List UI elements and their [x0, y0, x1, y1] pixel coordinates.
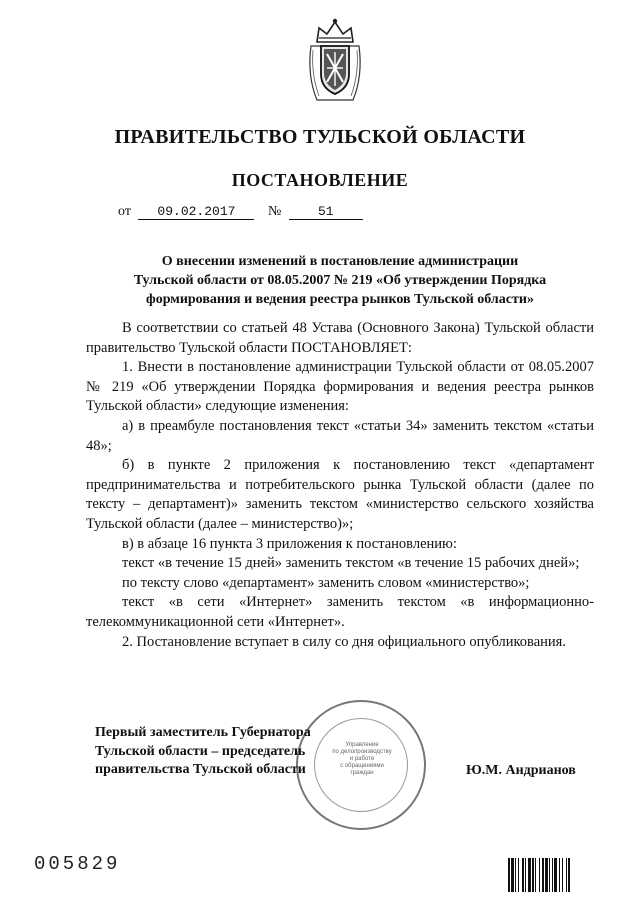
document-type: ПОСТАНОВЛЕНИЕ: [231, 170, 409, 190]
serial-number: 005829: [34, 853, 121, 875]
body-paragraph: 2. Постановление вступает в силу со дня официального опубликования.: [122, 633, 566, 650]
signatory-title-line: Первый заместитель Губернатора: [95, 725, 311, 740]
stamp-line: с обращениями: [340, 763, 384, 769]
body-paragraph: 1. Внести в постановление администрации Тульской области от 08.05.2007 № 219 «Об утверждении Порядка формирования и ведения реестра рынков Тульской области» следующие изменения:: [86, 359, 594, 415]
body-paragraph: текст «в течение 15 дней» заменить текстом «в течение 15 рабочих дней»;: [122, 555, 580, 572]
stamp-line: граждан: [350, 770, 374, 776]
signatory-title: [95, 724, 311, 780]
stamp-line: по делопроизводству: [332, 749, 392, 755]
body-paragraph: по тексту слово «департамент» заменить словом «министерство»;: [122, 574, 530, 591]
document-number: 51: [289, 204, 363, 220]
body-paragraph: а) в преамбуле постановления текст «статьи 34» заменить текстом «статьи 48»;: [86, 417, 594, 454]
registration-line: [118, 204, 363, 220]
coat-of-arms-icon: [303, 16, 367, 104]
signatory-title-line: Тульской области – председатель: [95, 743, 306, 759]
document-date: 09.02.2017: [138, 204, 254, 220]
subject-line: О внесении изменений в постановление администрации: [161, 254, 519, 269]
body-paragraph: В соответствии со статьей 48 Устава (Основного Закона) Тульской области правительство Тульской области ПОСТАНОВЛЯЕТ:: [86, 320, 594, 356]
number-prefix: №: [267, 204, 282, 219]
stamp-text: [324, 742, 400, 777]
date-prefix: от: [118, 204, 131, 219]
subject-line: Тульской области от 08.05.2007 № 219 «Об утверждении Порядка: [133, 273, 547, 288]
government-title: ПРАВИТЕЛЬСТВО ТУЛЬСКОЙ ОБЛАСТИ: [114, 126, 526, 148]
stamp-line: и работе: [349, 756, 375, 762]
document-body: [86, 319, 594, 652]
official-stamp: [296, 700, 426, 830]
body-paragraph: б) в пункте 2 приложения к постановлению текст «департамент предпринимательства и потребительского рынка Тульской области (далее по тексту – департамент)» заменить текстом «министерство сельского хозяйства Тульской области (далее – министерство)»;: [86, 457, 594, 532]
stamp-line: Управление: [345, 742, 379, 748]
barcode: [506, 858, 626, 900]
signatory-title-line: правительства Тульской области: [95, 762, 306, 777]
body-paragraph: текст «в сети «Интернет» заменить текстом «в информационно-телекоммуникационной сети «Интернет».: [86, 594, 594, 630]
document-subject: [80, 252, 600, 309]
signatory-name: Ю.М. Андрианов: [466, 763, 576, 778]
body-paragraph: в) в абзаце 16 пункта 3 приложения к постановлению:: [122, 535, 457, 552]
subject-line: формирования и ведения реестра рынков Тульской области»: [146, 292, 534, 307]
